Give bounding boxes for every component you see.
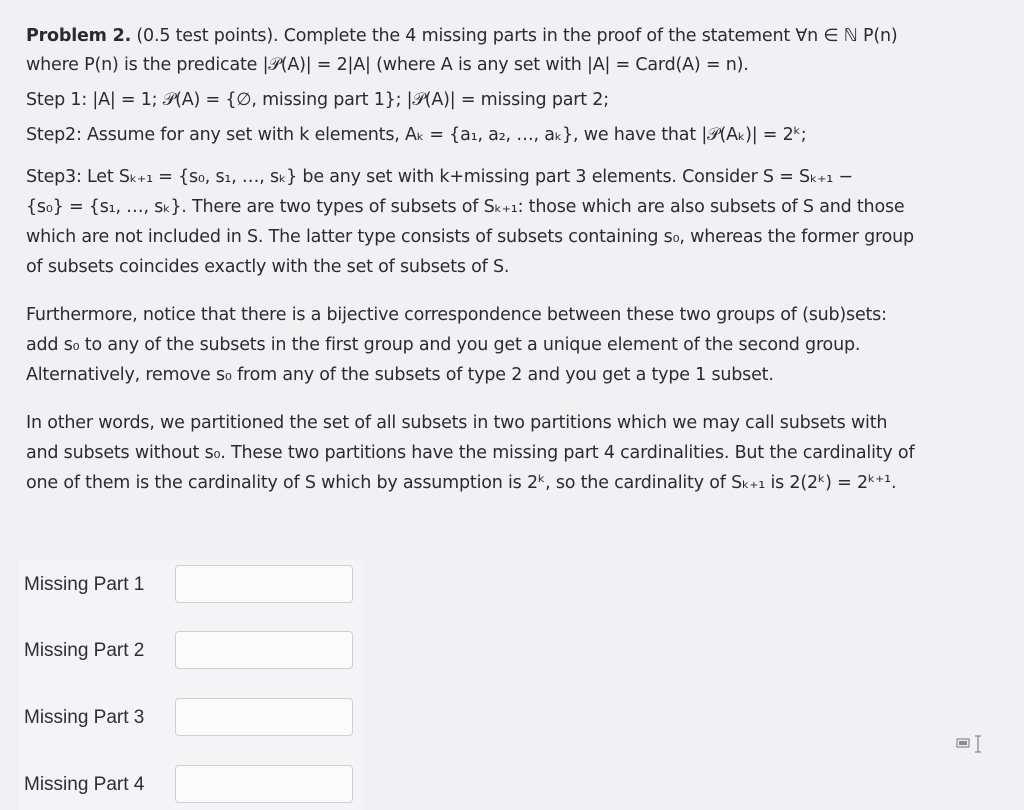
problem-points: (0.5 test points).: [136, 26, 279, 46]
problem-statement: [26, 22, 1001, 498]
problem-intro-line-2: where P(n) is the predicate |𝒫(A)| = 2|A| (where A is any set with |A| = Card(A) = n).: [26, 55, 749, 75]
furthermore-line-2: add s₀ to any of the subsets in the first group and you get a unique element of the second group.: [26, 335, 861, 355]
answer-row-1: [18, 562, 363, 606]
missing-part-2-input[interactable]: [175, 631, 353, 669]
step-3-line-2: {s₀} = {s₁, …, sₖ}. There are two types of subsets of Sₖ₊₁: those which are also subsets of S and those: [26, 197, 905, 217]
problem-intro-line-1: [26, 22, 1001, 51]
missing-part-4-input[interactable]: [175, 765, 353, 803]
step-3-line-1: Step3: Let Sₖ₊₁ = {s₀, s₁, …, sₖ} be any set with k+missing part 3 elements. Consider S = Sₖ₊₁ −: [26, 167, 853, 187]
answer-row-4: [18, 762, 363, 806]
missing-part-3-input[interactable]: [175, 698, 353, 736]
answer-row-3: [18, 695, 363, 739]
answer-label-1: Missing Part 1: [24, 574, 145, 595]
conclusion-line-3: one of them is the cardinality of S which by assumption is 2ᵏ, so the cardinality of Sₖ₊₁ is 2(2ᵏ) = 2ᵏ⁺¹.: [26, 473, 897, 493]
problem-title: Problem 2.: [26, 26, 132, 46]
step-2: Step2: Assume for any set with k elements, Aₖ = {a₁, a₂, …, aₖ}, we have that |𝒫(Aₖ)| = 2ᵏ;: [26, 125, 807, 145]
answer-label-4: Missing Part 4: [24, 774, 145, 795]
step-3-line-4: of subsets coincides exactly with the set of subsets of S.: [26, 257, 510, 277]
answer-label-3: Missing Part 3: [24, 707, 145, 728]
text-cursor-icon: [956, 734, 990, 754]
problem-intro-text: Complete the 4 missing parts in the proof of the statement ∀n ∈ ℕ P(n): [283, 26, 898, 46]
furthermore-line-1: Furthermore, notice that there is a bijective correspondence between these two groups of (sub)sets:: [26, 305, 887, 325]
step-1: Step 1: |A| = 1; 𝒫(A) = {∅, missing part 1}; |𝒫(A)| = missing part 2;: [26, 90, 609, 110]
missing-part-1-input[interactable]: [175, 565, 353, 603]
conclusion-line-2: and subsets without s₀. These two partitions have the missing part 4 cardinalities. But the cardinality of: [26, 443, 915, 463]
conclusion-line-1: In other words, we partitioned the set of all subsets in two partitions which we may call subsets with: [26, 413, 888, 433]
answer-form: [18, 560, 363, 810]
answer-row-2: [18, 628, 363, 672]
answer-label-2: Missing Part 2: [24, 640, 145, 661]
step-3-line-3: which are not included in S. The latter type consists of subsets containing s₀, whereas the former group: [26, 227, 914, 247]
furthermore-line-3: Alternatively, remove s₀ from any of the subsets of type 2 and you get a type 1 subset.: [26, 365, 774, 385]
